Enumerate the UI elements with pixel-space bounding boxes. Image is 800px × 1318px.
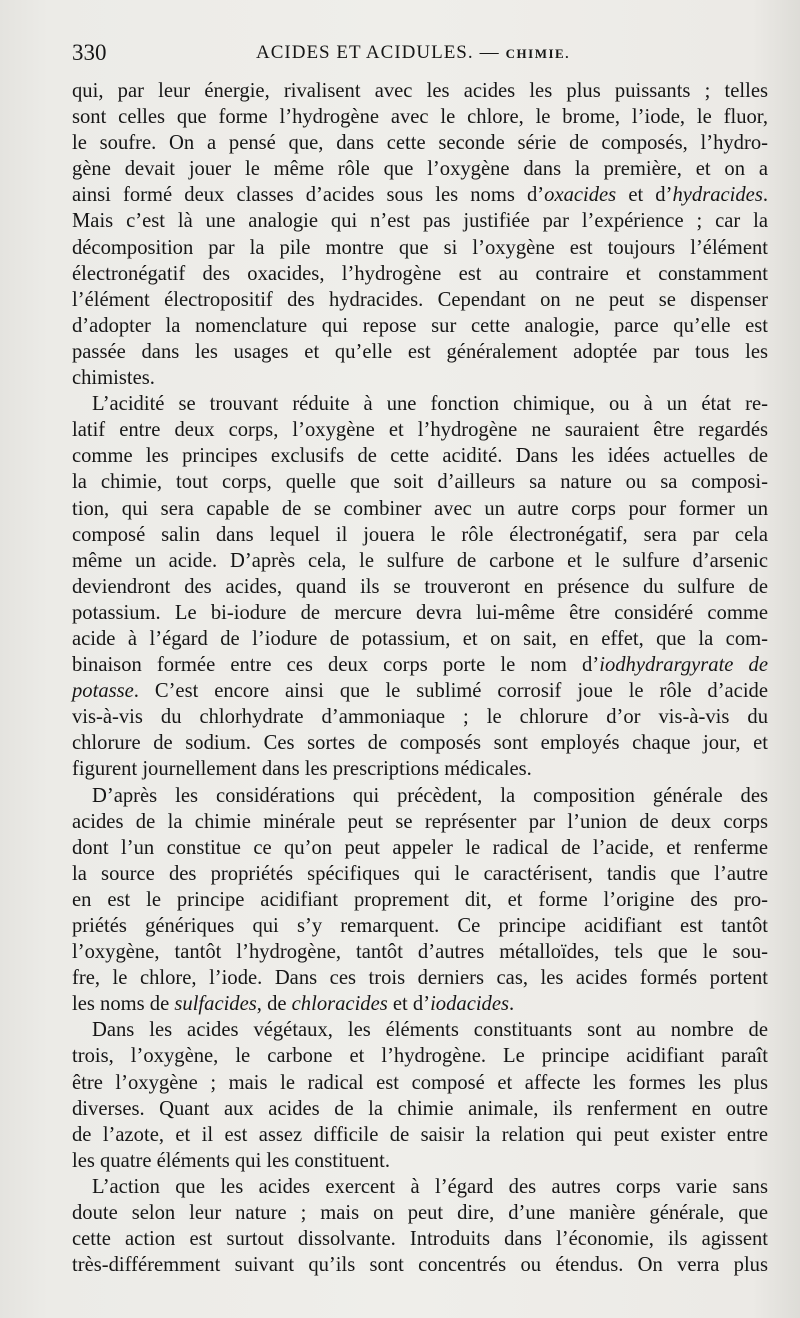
text-run: vis-à-vis du chlorhydrate d’ammoniaque ; le chlorure d’or vis-à-vis du	[72, 706, 768, 729]
text-run: D’après les considérations qui précèdent, la composition générale des	[92, 784, 768, 807]
text-run: sont celles que forme l’hydrogène avec le chlore, le brome, l’iode, le fluor,	[72, 106, 768, 129]
text-line	[72, 913, 768, 939]
text-run: chlorure de sodium. Ces sortes de composés sont employés chaque jour, et	[72, 732, 768, 755]
text-line	[72, 1070, 768, 1096]
text-run: les noms de	[72, 993, 175, 1016]
text-line	[72, 443, 768, 469]
text-run: qui, par leur énergie, rivalisent avec les acides les plus puissants ; telles	[72, 80, 768, 102]
text-line	[72, 78, 768, 104]
text-run: doute selon leur nature ; mais on peut dire, d’une manière générale, que	[72, 1202, 768, 1225]
text-run: priétés génériques qui s’y remarquent. Ce principe acidifiant est tantôt	[72, 915, 768, 937]
text-line	[72, 496, 768, 522]
text-line	[72, 991, 768, 1017]
paragraph	[72, 1174, 768, 1278]
text-line	[72, 1148, 768, 1174]
text-line	[72, 704, 768, 730]
text-run: L’action que les acides exercent à l’égard des autres corps varie sans	[92, 1175, 768, 1198]
paragraph	[72, 391, 768, 782]
text-run: la chimie, tout corps, quelle que soit d’ailleurs sa nature ou sa composi-	[72, 471, 768, 494]
text-line	[72, 965, 768, 991]
text-line	[72, 261, 768, 287]
paragraph	[72, 1017, 768, 1174]
text-run: . C’est encore ainsi que le sublimé corrosif joue le rôle d’acide	[133, 680, 768, 703]
paragraph	[72, 78, 768, 391]
text-run: très-différemment suivant qu’ils sont concentrés ou étendus. On verra plus	[72, 1254, 768, 1277]
text-line	[72, 1043, 768, 1069]
page-number: 330	[72, 40, 107, 65]
text-run: le soufre. On a pensé que, dans cette seconde série de composés, l’hydro-	[72, 132, 768, 155]
paragraph	[72, 783, 768, 1018]
text-line	[72, 1174, 768, 1200]
text-run: Dans les acides végétaux, les éléments constituants sont au nombre de	[92, 1019, 768, 1042]
running-head	[256, 42, 570, 64]
text-run: l’élément électropositif des hydracides. Cependant on ne peut se dispenser	[72, 288, 768, 311]
text-run: les quatre éléments qui les constituent.	[72, 1149, 390, 1172]
text-line	[72, 522, 768, 548]
text-line	[72, 652, 768, 678]
italic-term: hydracides	[672, 184, 763, 207]
text-run: , de	[256, 993, 292, 1016]
text-run: dont l’un constitue ce qu’on peut appeler le radical de l’acide, et renferme	[72, 836, 768, 859]
text-line	[72, 730, 768, 756]
text-line	[72, 600, 768, 626]
text-line	[72, 756, 768, 782]
text-run: chimistes.	[72, 367, 155, 390]
text-run: latif entre deux corps, l’oxygène et l’hydrogène ne sauraient être regardés	[72, 419, 768, 442]
text-line	[72, 626, 768, 652]
text-run: gène devait jouer le même rôle que l’oxygène dans la première, et on a	[72, 158, 768, 181]
text-run: passée dans les usages et qu’elle est généralement adoptée par tous les	[72, 340, 768, 363]
text-run: être l’oxygène ; mais le radical est composé et affecte les formes les plus	[72, 1071, 768, 1094]
italic-term: iodhydrargyrate de	[599, 654, 768, 677]
text-run: composé salin dans lequel il jouera le rôle électronégatif, sera par cela	[72, 523, 768, 546]
text-run: figurent journellement dans les prescriptions médicales.	[72, 758, 532, 781]
page-header	[70, 40, 770, 74]
text-run: comme les principes exclusifs de cette acidité. Dans les idées actuelles de	[72, 445, 768, 468]
text-line	[72, 887, 768, 913]
text-run: cette action est surtout dissolvante. Introduits dans l’économie, ils agissent	[72, 1228, 768, 1251]
italic-term: potasse	[72, 680, 134, 703]
text-line	[72, 783, 768, 809]
text-line	[72, 313, 768, 339]
text-run: acide à l’égard de l’iodure de potassium, et on sait, en effet, que la com-	[72, 627, 768, 650]
text-run: acides de la chimie minérale peut se représenter par l’union de deux corps	[72, 810, 768, 833]
text-line	[72, 156, 768, 182]
text-line	[72, 835, 768, 861]
text-line	[72, 1096, 768, 1122]
text-line	[72, 574, 768, 600]
text-line	[72, 130, 768, 156]
italic-term: oxacides	[544, 184, 617, 207]
text-run: deviendront des acides, quand ils se trouveront en présence du sulfure de	[72, 575, 768, 598]
text-run: diverses. Quant aux acides de la chimie animale, ils renferment en outre	[72, 1097, 768, 1120]
text-run: potassium. Le bi-iodure de mercure devra lui-même être considéré comme	[72, 601, 768, 624]
italic-term: chloracides	[291, 993, 388, 1016]
text-run: L’acidité se trouvant réduite à une fonction chimique, ou à un état re-	[92, 393, 768, 416]
text-line	[72, 365, 768, 391]
text-line	[72, 208, 768, 234]
text-run: ainsi formé deux classes d’acides sous les noms d’	[72, 184, 545, 207]
text-line	[72, 235, 768, 261]
text-run: fre, le chlore, l’iode. Dans ces trois derniers cas, les acides formés portent	[72, 967, 768, 990]
text-line	[72, 548, 768, 574]
text-run: tion, qui sera capable de se combiner avec un autre corps pour former un	[72, 497, 768, 520]
text-run: l’oxygène, tantôt l’hydrogène, tantôt d’autres métalloïdes, tels que le sou-	[72, 941, 768, 964]
text-run: binaison formée entre ces deux corps porte le nom d’	[72, 654, 600, 677]
text-line	[72, 417, 768, 443]
italic-term: sulfacides	[174, 993, 257, 1016]
text-line	[72, 861, 768, 887]
text-run: .	[762, 184, 768, 207]
text-run: décomposition par la pile montre que si l’oxygène est toujours l’élément	[72, 236, 768, 259]
body-text	[72, 78, 768, 1278]
text-line	[72, 678, 768, 704]
text-line	[72, 809, 768, 835]
running-head-section: CHIMIE.	[505, 46, 570, 61]
text-line	[72, 1122, 768, 1148]
text-run: .	[509, 993, 515, 1016]
text-run: de l’azote, et il est assez difficile de saisir la relation qui peut exister entre	[72, 1123, 768, 1146]
text-run: même un acide. D’après cela, le sulfure de carbone et le sulfure d’arsenic	[72, 549, 768, 572]
running-head-dash: —	[479, 42, 500, 63]
running-head-title: ACIDES ET ACIDULES.	[256, 42, 474, 63]
text-line	[72, 339, 768, 365]
text-line	[72, 182, 768, 208]
text-run: et d’	[616, 184, 673, 207]
text-line	[72, 1226, 768, 1252]
text-line	[72, 1252, 768, 1278]
text-run: et d’	[387, 993, 431, 1016]
text-line	[72, 1017, 768, 1043]
text-run: trois, l’oxygène, le carbone et l’hydrogène. Le principe acidifiant paraît	[72, 1045, 768, 1068]
italic-term: iodacides	[430, 993, 510, 1016]
text-run: électronégatif des oxacides, l’hydrogène est au contraire et constamment	[72, 262, 768, 285]
text-line	[72, 1200, 768, 1226]
text-line	[72, 287, 768, 313]
text-run: Mais c’est là une analogie qui n’est pas justifiée par l’expérience ; car la	[72, 210, 768, 233]
text-run: en est le principe acidifiant proprement dit, et forme l’origine des pro-	[72, 888, 768, 911]
text-line	[72, 391, 768, 417]
text-line	[72, 104, 768, 130]
text-run: la source des propriétés spécifiques qui le caractérisent, tandis que l’autre	[72, 862, 768, 885]
text-run: d’adopter la nomenclature qui repose sur cette analogie, parce qu’elle est	[72, 314, 768, 337]
text-line	[72, 939, 768, 965]
text-line	[72, 469, 768, 495]
